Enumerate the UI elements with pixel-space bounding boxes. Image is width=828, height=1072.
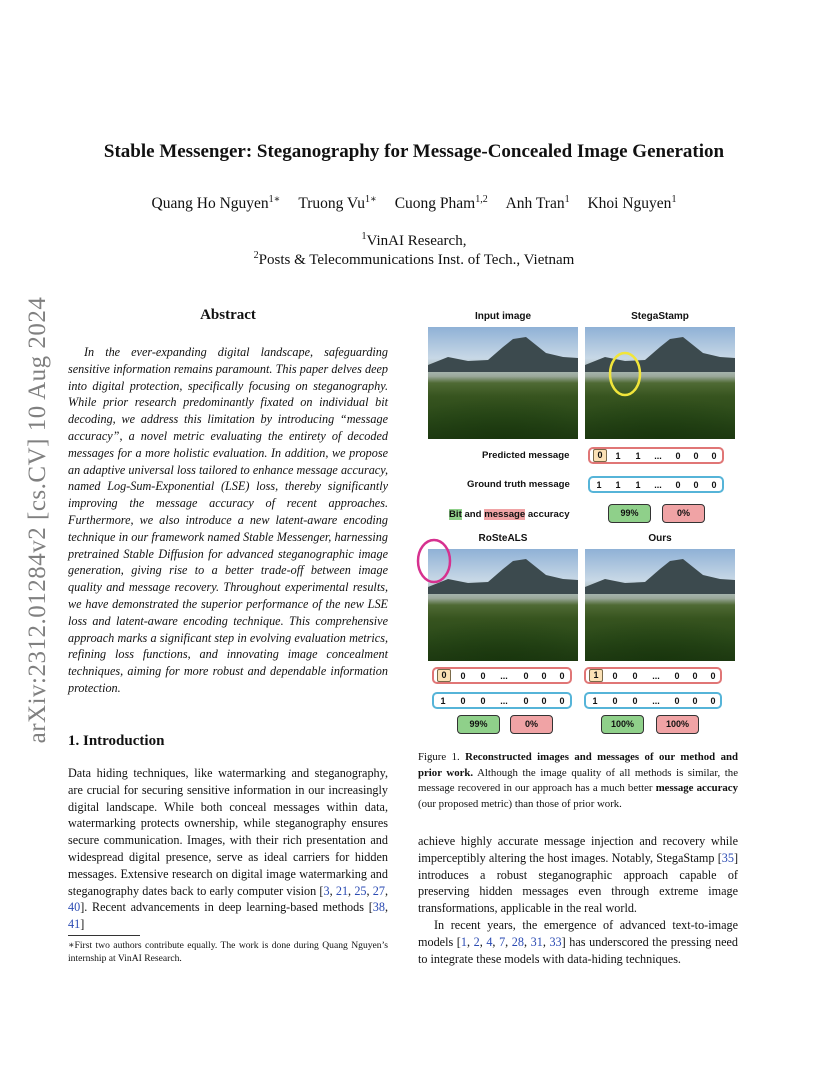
citation-link[interactable]: 4 [486,934,493,949]
artifact-circle [610,353,640,395]
citation-link[interactable]: 27 [372,883,385,898]
body-paragraph: In recent years, the emergence of advanced text-to-image models [1, 2, 4, 7, 28, 31, 33] has underscored the pressing need to integrate these models with data-hiding techniques. [418,918,738,966]
mountain-silhouette [585,327,735,439]
citation-link[interactable]: 21 [335,883,349,898]
label-ground-truth-message: Ground truth message [467,479,570,490]
label-predicted-message: Predicted message [482,450,570,461]
affiliation: $^2$Posts & Telecommunications Inst. of Tech., Vietnam [253,250,575,268]
author: Khoi Nguyen$^1$ [587,193,677,212]
ours-bit-accuracy: 100% [601,715,644,734]
body-paragraph: achieve highly accurate message injection and recovery while imperceptibly altering the host images. Notably, StegaStamp [35] introduces a robust steganographic approach capable of preserving hidden messages even through extreme image transformations, applicable in the real world. [418,834,738,916]
ours-predicted-message: 1 0 0 ... 0 0 0 [584,667,722,684]
abstract-heading: Abstract [200,307,256,323]
author: Quang Ho Nguyen$^{1∗}$ [151,193,281,212]
rosteals-predicted-message: 0 0 0 ... 0 0 0 [432,667,572,684]
citation-link[interactable]: 40 [68,900,81,915]
ours-message-accuracy: 100% [656,715,699,734]
artifact-circle-magenta [414,536,454,586]
label-bit-and-message-accuracy: Bit and message accuracy [449,509,570,520]
intro-paragraph: Data hiding techniques, like watermarking and steganography, are crucial for securing sensitive information in our increasingly digital landscape. While both conceal messages within data, watermarking protects ownership, while steganography ensures secure communication. Images, with their rich presentation and widespread digital presence, serve as ideal carriers for hidden messages. Extensive research on digital image watermarking and steganography dates back to early computer vision [3, 21, 25, 27, 40]. Recent advancements in deep learning-based methods [38, 41] [68,766,389,932]
input-image [428,327,578,439]
author: Cuong Pham$^{1,2}$ [394,193,488,212]
author: Anh Tran$^1$ [505,193,570,212]
label-input-image: Input image [474,311,532,322]
citation-link[interactable]: 31 [530,934,543,949]
affiliation: $^1$VinAI Research, [361,231,467,249]
section-heading: 1. Introduction [68,733,165,749]
stegastamp-predicted-message: 0 1 1 ... 0 0 0 [588,447,724,464]
stegastamp-message-accuracy: 0% [662,504,705,523]
citation-link[interactable]: 1 [460,934,467,949]
ours-ground-truth-message: 1 0 0 ... 0 0 0 [584,692,722,709]
citation-link[interactable]: 28 [511,934,524,949]
author-list [0,195,828,213]
ours-image [585,549,735,661]
mountain-silhouette [428,327,578,439]
rosteals-message-accuracy: 0% [510,715,553,734]
stegastamp-bit-accuracy: 99% [608,504,651,523]
citation-link[interactable]: 35 [721,850,734,865]
rosteals-ground-truth-message: 1 0 0 ... 0 0 0 [432,692,572,709]
citation-link[interactable]: 25 [354,883,367,898]
label-stegastamp: StegaStamp [631,311,689,322]
citation-link[interactable]: 38 [372,900,385,915]
stegastamp-ground-truth-message: 1 1 1 ... 0 0 0 [588,476,724,493]
figure-caption: Figure 1. Reconstructed images and messages of our method and prior work. Although the image quality of all methods is similar, the message recovered in our approach has a much better message accuracy (our proposed metric) than those of prior work. [418,751,738,810]
citation-link[interactable]: 41 [68,917,81,932]
mountain-silhouette [585,549,735,661]
label-ours: Ours [648,533,672,544]
rosteals-bit-accuracy: 99% [457,715,500,734]
arxiv-identifier: arXiv:2312.01284v2 [cs.CV] 10 Aug 2024 [24,296,51,744]
citation-link[interactable]: 3 [323,883,330,898]
label-rosteals: RoSteALS [478,533,528,544]
author: Truong $Vu^{1∗}$ [298,193,377,212]
citation-link[interactable]: 33 [549,934,562,949]
stegastamp-image [585,327,735,439]
footnote: ∗First two authors contribute equally. The work is done during Quang Nguyen’s internship at VinAI Research. [68,940,388,964]
citation-link[interactable]: 7 [499,934,506,949]
abstract-text: In the ever-expanding digital landscape, safeguarding sensitive information remains paramount. This paper delves deep into digital protection, specifically focusing on steganography. While prior research predominantly fixated on individual bit decoding, we address this limitation by introducing “message accuracy”, a novel metric evaluating the entirety of decoded messages for a more holistic evaluation. In addition, we propose an adaptive universal loss tailored to enhance message accuracy, named Log-Sum-Exponential (LSE) loss, thereby significantly improving the message accuracy of recent approaches. Furthermore, we also introduce a new latent-aware encoding technique in our framework named Stable Messenger, harnessing pretrained Stable Diffusion for advanced steganographic image generation, giving rise to a better trade-off between image quality and message recovery. Throughout experimental results, we have demonstrated the superior performance of the new LSE loss and latent-aware encoding technique. This comprehensive approach marks a significant step in evolving evaluation metrics, refining loss functions, and innovating image concealment techniques, aiming for more robust and dependable information protection. [68,345,388,695]
footnote-rule [68,935,140,936]
citation-link[interactable]: 2 [473,934,480,949]
paper-title: Stable Messenger: Steganography for Message-Concealed Image Generation [103,141,725,162]
